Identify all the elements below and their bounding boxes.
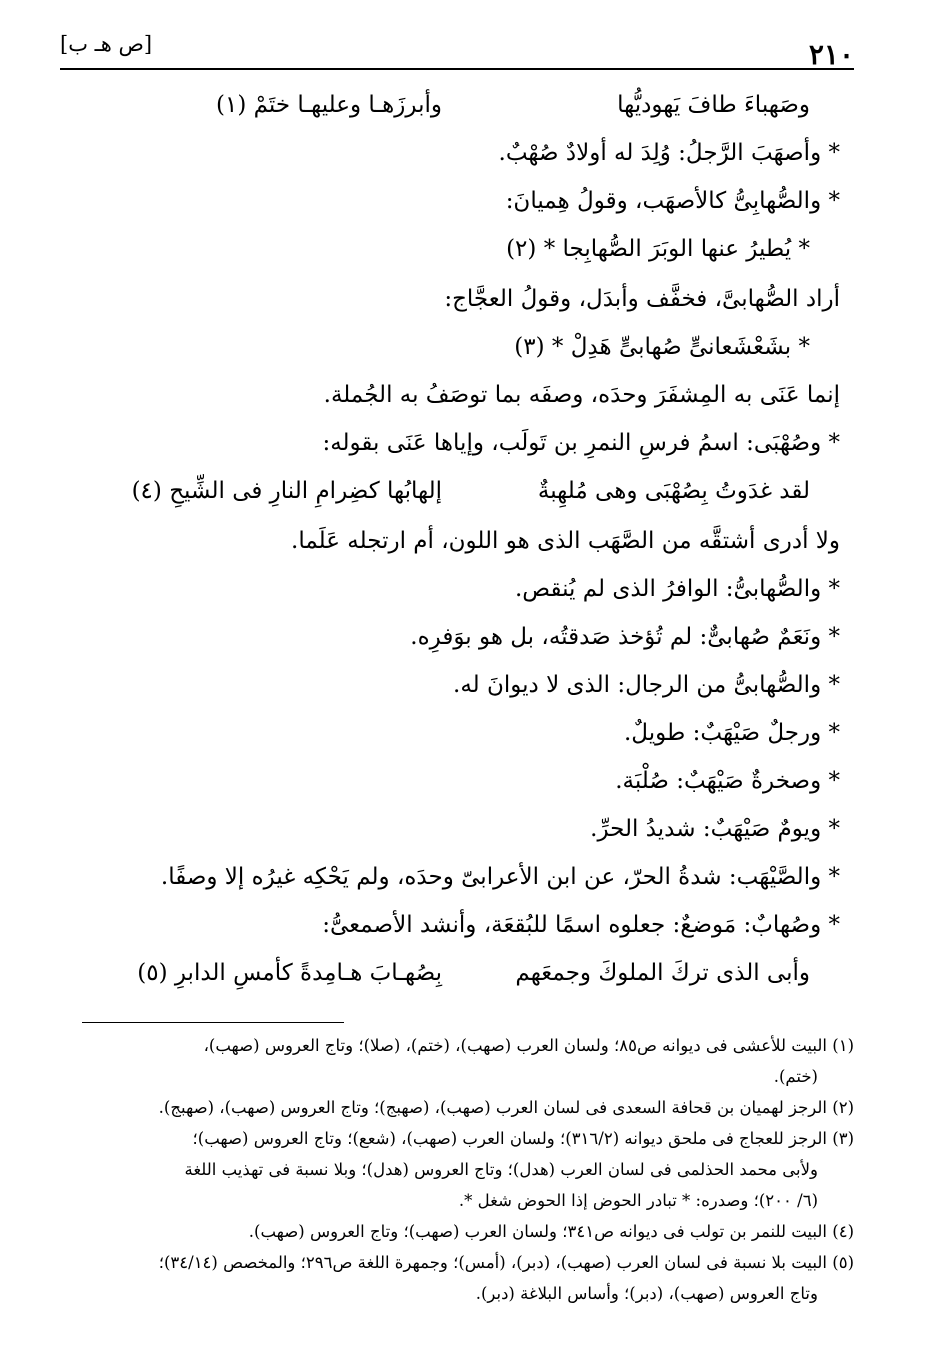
footnote-5: (٥) البيت بلا نسبة فى لسان العرب (صهب)، (دبر)، (أمس)؛ وجمهرة اللغة ص٢٩٦؛ والمخصص (٣٤/١٤)؛	[158, 1253, 854, 1272]
verse-hemistich-second: إلهابُها كضِرامِ النارِ فى الشِّيحِ (٤)	[131, 478, 442, 504]
verse-hemistich-first: وصَهباءَ طافَ يَهوديُّها	[617, 92, 810, 118]
verse-hemistich-second: بِصُهـابَ هـامِدةً كأمسِ الدابرِ (٥)	[137, 960, 442, 986]
quoted-verse: * بشَعْشَعانىٍّ صُهابىٍّ هَدِلْ * (٣)	[514, 334, 810, 360]
page-header	[60, 32, 854, 71]
footnote-3-continued: (٦/ ٢٠٠)؛ وصدره: * تبادر الحوض إذا الحوض شغل *.	[458, 1191, 818, 1210]
footnote-2: (٢) الرجز لهميان بن قحافة السعدى فى لسان العرب (صهب)، (صهبج)؛ وتاج العروس (صهب)، (صهبج).	[158, 1098, 854, 1117]
entry-line: * والصَّيْهَب: شدةُ الحرّ، عن ابن الأعرابىّ وحدَه، ولم يَحْكِه غيرُه إلا وصفًا.	[160, 864, 840, 890]
page-number: ٢١٠	[808, 38, 854, 71]
verse-hemistich-first: لقد غدَوتُ بِصُهْبَى وهى مُلهِبةٌ	[537, 478, 810, 504]
entry-line: أراد الصُّهابىَّ، فخفَّف وأبدَل، وقولُ العجَّاج:	[444, 286, 840, 312]
footnote-3: (٣) الرجز للعجاج فى ملحق ديوانه (٣١٦/٢)؛ ولسان العرب (صهب)، (شعع)؛ وتاج العروس (صهب)؛	[192, 1129, 854, 1148]
entry-line: ولا أدرى أشتقَّه من الصَّهَب الذى هو اللون، أم ارتجله عَلَما.	[291, 528, 840, 554]
entry-line: * ويومٌ صَيْهَبٌ: شديدُ الحرِّ.	[590, 816, 840, 842]
header-rule	[60, 68, 854, 70]
verse-hemistich-second: وأبرزَهـا وعليهـا ختَمْ (١)	[215, 92, 442, 118]
footnote-4: (٤) البيت للنمر بن تولب فى ديوانه ص٣٤١؛ ولسان العرب (صهب)؛ وتاج العروس (صهب).	[248, 1222, 854, 1241]
entry-line: * وصُهابٌ: مَوضعٌ: جعلوه اسمًا للبُقعَة، وأنشد الأصمعىُّ:	[322, 912, 840, 938]
root-letters-label: [ص هـ ب]	[60, 32, 153, 56]
entry-line: * ورجلٌ صَيْهَبٌ: طويلٌ.	[623, 720, 840, 746]
entry-line: * وأصهَبَ الرَّجلُ: وُلِدَ له أولادٌ صُهْبٌ.	[498, 140, 840, 166]
footnote-1-continued: (ختم).	[773, 1067, 818, 1086]
entry-line: * وصُهْبَى: اسمُ فرسِ النمرِ بن تَولَب، وإياها عَنَى بقوله:	[322, 430, 840, 456]
entry-line: * ونَعَمٌ صُهابىٌّ: لم تُؤخذ صَدقتُه، بل هو بوَفرِه.	[410, 624, 840, 650]
footnote-1: (١) البيت للأعشى فى ديوانه ص٨٥؛ ولسان العرب (صهب)، (ختم)، (صلا)؛ وتاج العروس (صهب)،	[203, 1036, 854, 1055]
footnote-5-continued: وتاج العروس (صهب)، (دبر)؛ وأساس البلاغة (دبر).	[475, 1284, 818, 1303]
quoted-verse: * يُطيرُ عنها الوبَرَ الصُّهابِجا * (٢)	[506, 236, 810, 262]
footnote-rule	[82, 1022, 344, 1023]
entry-line: * وصخرةٌ صَيْهَبٌ: صُلْبَة.	[615, 768, 840, 794]
entry-line: إنما عَنَى به المِشفَرَ وحدَه، وصفَه بما توصَفُ به الجُملة.	[323, 382, 840, 408]
footnote-3-continued: ولأبى محمد الحذلمى فى لسان العرب (هدل)؛ وتاج العروس (هدل)؛ وبلا نسبة فى تهذيب اللغة	[184, 1160, 818, 1179]
entry-line: * والصُّهابىُّ: الوافرُ الذى لم يُنقص.	[514, 576, 840, 602]
entry-line: * والصُّهابىُّ من الرجال: الذى لا ديوانَ له.	[453, 672, 840, 698]
verse-hemistich-first: وأبى الذى تركَ الملوكَ وجمعَهم	[515, 960, 810, 986]
entry-line: * والصُّهابِىُّ كالأصهَب، وقولُ هِميانَ:	[505, 188, 840, 214]
